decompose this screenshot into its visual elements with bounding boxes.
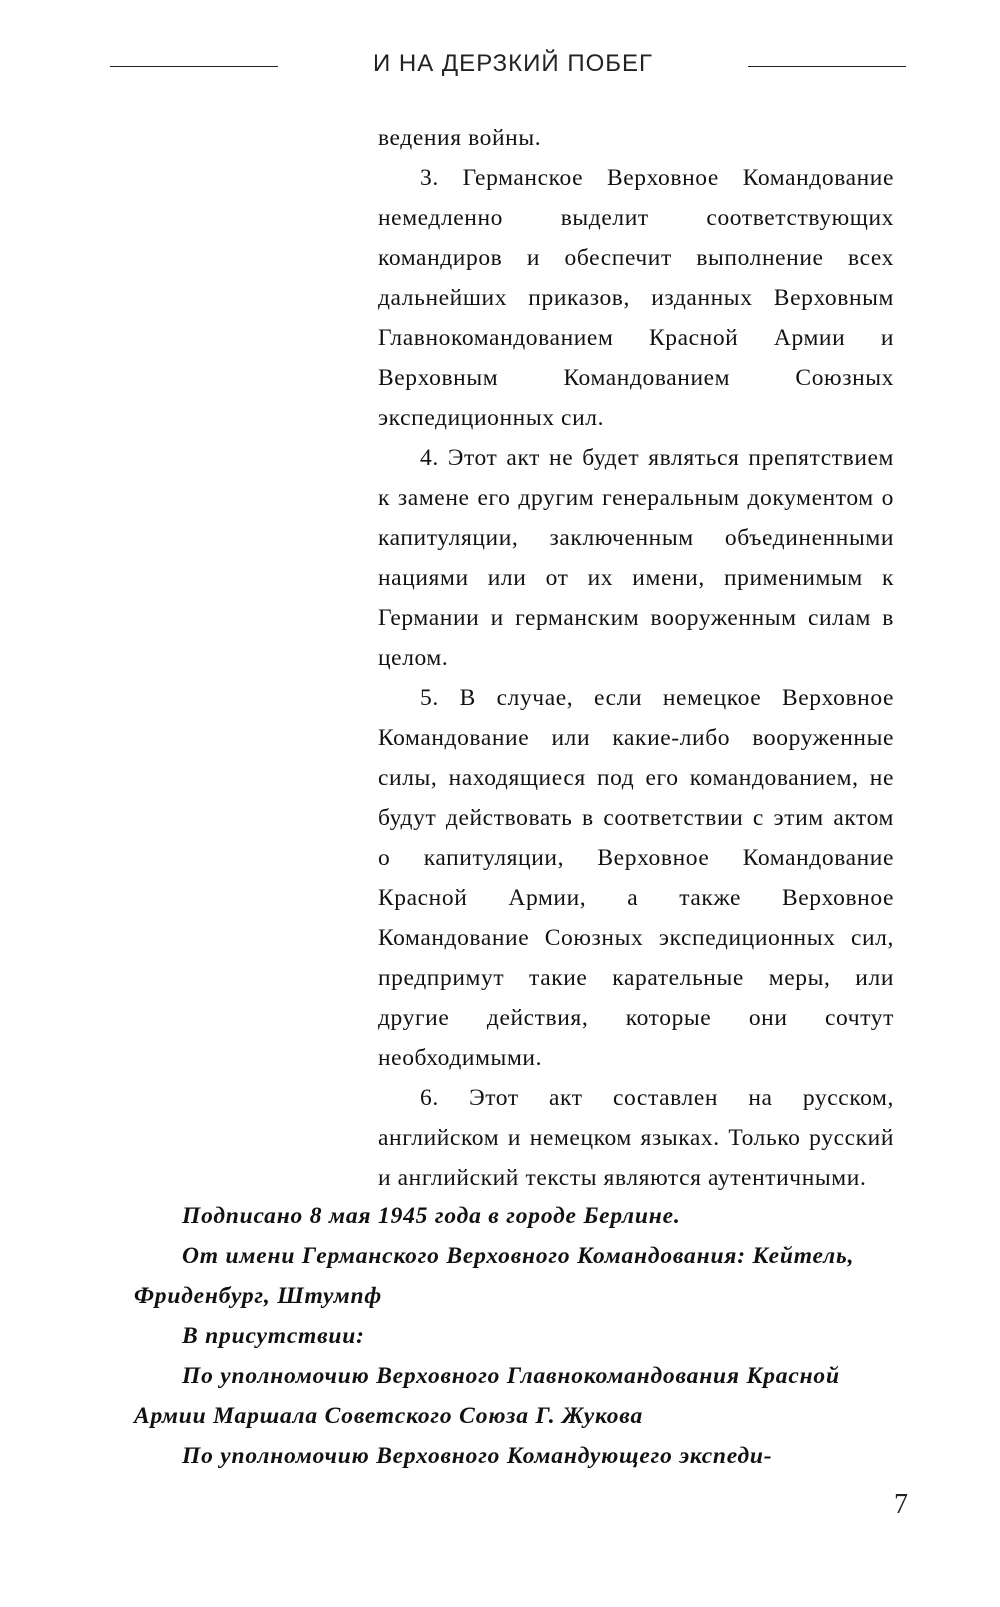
signed-line: Подписано 8 мая 1945 года в городе Берлине.	[182, 1203, 681, 1229]
paragraph-continuation: ведения войны.	[378, 125, 542, 151]
paragraph-article-5: 5. В случае, если немецкое Верховное Командование или какие-либо вооруженные силы, находящиеся под его командованием, не будут действовать в соответствии с этим актом о капитуляции, Верховное Командование Красной Армии, а также Верховное Командование Союзных экспедиционных сил, предпримут такие карательные меры, или другие действия, которые они сочтут необходимыми.	[378, 685, 894, 1071]
german-behalf-line: От имени Германского Верховного Командования: Кейтель, Фриденбург, Штумпф	[134, 1243, 855, 1309]
allied-authority-line: По уполномочию Верховного Командующего экспеди-	[182, 1443, 773, 1469]
page-number: 7	[894, 1489, 908, 1520]
presence-line: В присутствии:	[182, 1323, 365, 1349]
paragraph-article-3: 3. Германское Верховное Командование немедленно выделит соответствующих командиров и обеспечит выполнение всех дальнейших приказов, изданных Верховным Главнокомандованием Красной Армии и Верховным Командованием Союзных экспедиционных сил.	[378, 165, 894, 431]
paragraph-article-6: 6. Этот акт составлен на русском, английском и немецком языках. Только русский и английский тексты являются аутентичными.	[378, 1085, 894, 1191]
running-header	[0, 44, 1000, 84]
header-rule-right	[748, 66, 906, 67]
paragraph-article-4: 4. Этот акт не будет являться препятствием к замене его другим генеральным документом о капитуляции, заключенным объединенными нациями или от их имени, применимым к Германии и германским вооруженным силам в целом.	[378, 445, 894, 671]
header-rule-left	[110, 66, 278, 67]
body-text-column	[378, 118, 894, 1198]
running-header-title: И НА ДЕРЗКИЙ ПОБЕГ	[373, 50, 653, 77]
signature-block	[134, 1196, 904, 1476]
soviet-authority-line: По уполномочию Верховного Главнокомандования Красной Армии Маршала Советского Союза Г. Жукова	[134, 1363, 840, 1429]
